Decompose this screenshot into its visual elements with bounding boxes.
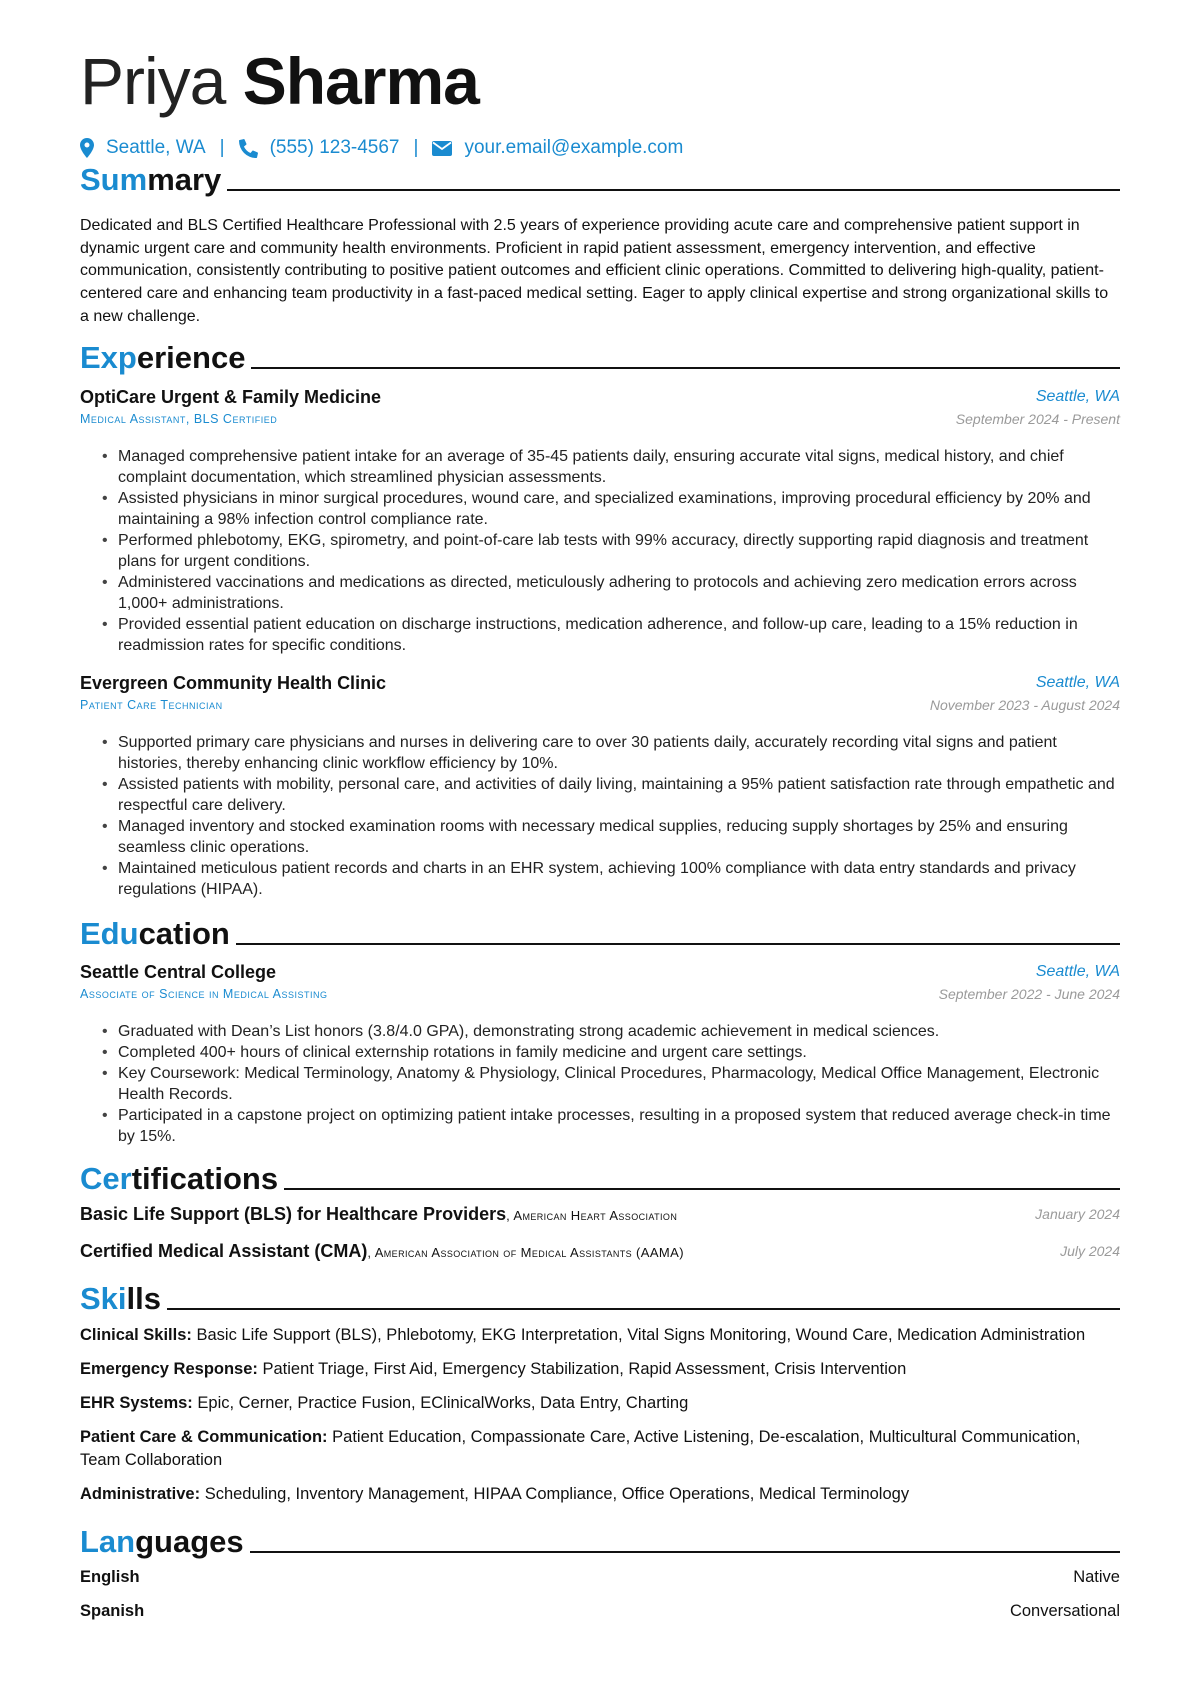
bullet-item: • Key Coursework: Medical Terminology, Anatomy & Physiology, Clinical Procedures, Pharmacology, Medical Office Management, Electronic Health Records. xyxy=(80,1063,1120,1105)
envelope-icon xyxy=(432,141,452,156)
summary-heading xyxy=(80,158,1120,198)
contact-separator: | xyxy=(413,137,419,158)
first-name: Priya xyxy=(80,44,226,118)
certification-issuer: American Association of Medical Assistants (AAMA) xyxy=(374,1245,684,1260)
skill-label: Clinical Skills: xyxy=(80,1326,192,1344)
phone-text: (555) 123-4567 xyxy=(269,137,400,158)
heading-rest: cation xyxy=(138,916,230,951)
phone-icon xyxy=(239,139,258,158)
skill-value: Patient Triage, First Aid, Emergency Stabilization, Rapid Assessment, Crisis Intervention xyxy=(262,1360,907,1378)
job-role: Medical Assistant, BLS Certified xyxy=(80,412,278,426)
language-level: Conversational xyxy=(1009,1602,1120,1620)
skill-row xyxy=(80,1324,1120,1347)
skill-row xyxy=(80,1426,1120,1471)
heading-rest: mary xyxy=(147,162,222,197)
language-level: Native xyxy=(1073,1568,1120,1586)
bullet-item: • Performed phlebotomy, EKG, spirometry, and point-of-care lab tests with 99% accuracy, directly supporting rapid diagnosis and treatment plans for urgent conditions. xyxy=(80,530,1120,572)
language-row xyxy=(80,1602,1120,1626)
certification-item: Certified Medical Assistant (CMA), American Association of Medical Assistants (AAMA) July 2024 xyxy=(80,1241,1120,1261)
bullet-item: • Managed comprehensive patient intake for an average of 35-45 patients daily, ensuring accurate vital signs, medical history, and chief complaint documentation, which streamlined physician assessments. xyxy=(80,446,1120,488)
language-name: Spanish xyxy=(80,1602,145,1620)
job-organization: OptiCare Urgent & Family Medicine xyxy=(80,387,382,407)
skill-value: Epic, Cerner, Practice Fusion, EClinicalWorks, Data Entry, Charting xyxy=(197,1394,689,1412)
heading-accent: Edu xyxy=(80,916,139,951)
email-link[interactable]: your.email@example.com xyxy=(464,137,684,158)
map-pin-icon xyxy=(80,138,94,158)
bullet-item: • Managed inventory and stocked examination rooms with necessary medical supplies, reducing supply shortages by 25% and ensuring seamless clinic operations. xyxy=(80,816,1120,858)
certification-issuer: American Heart Association xyxy=(513,1208,678,1223)
heading-accent: Cer xyxy=(80,1161,132,1196)
heading-rest: erience xyxy=(136,340,246,375)
bullet-item: • Maintained meticulous patient records and charts in an EHR system, achieving 100% compliance with data entry standards and privacy regulations (HIPAA). xyxy=(80,858,1120,900)
skill-row xyxy=(80,1483,1120,1506)
heading-rule xyxy=(167,1308,1120,1310)
contact-phone xyxy=(239,137,400,159)
heading-rule xyxy=(284,1188,1120,1190)
skill-value: Patient Education, Compassionate Care, Active Listening, De-escalation, Multicultural Communication, Team Collaboration xyxy=(80,1428,1081,1469)
contact-email xyxy=(432,137,683,159)
job-bullets xyxy=(80,446,1120,656)
heading-rest: guages xyxy=(135,1524,244,1559)
heading-accent: Ski xyxy=(80,1281,127,1316)
bullet-item: • Participated in a capstone project on optimizing patient intake processes, resulting in a proposed system that reduced average check-in time by 15%. xyxy=(80,1105,1120,1147)
bullet-item: • Assisted physicians in minor surgical procedures, wound care, and specialized examinations, improving procedural efficiency by 20% and maintaining a 98% infection control compliance rate. xyxy=(80,488,1120,530)
job-dates: November 2023 - August 2024 xyxy=(929,697,1120,713)
heading-accent: Exp xyxy=(80,340,137,375)
degree: Associate of Science in Medical Assisting xyxy=(80,987,328,1001)
skill-value: Basic Life Support (BLS), Phlebotomy, EKG Interpretation, Vital Signs Monitoring, Wound Care, Medication Administration xyxy=(196,1326,1086,1344)
language-name: English xyxy=(80,1568,140,1586)
bullet-item: • Supported primary care physicians and nurses in delivering care to over 30 patients daily, accurately recording vital signs and patient histories, thereby enhancing clinic workflow efficiency by 10%. xyxy=(80,732,1120,774)
candidate-name xyxy=(80,38,479,124)
education-bullets xyxy=(80,1021,1120,1147)
bullet-item: • Administered vaccinations and medications as directed, meticulously adhering to protocols and achieving zero medication errors across 1,000+ administrations. xyxy=(80,572,1120,614)
skill-label: Emergency Response: xyxy=(80,1360,258,1378)
certification-item: Basic Life Support (BLS) for Healthcare Providers, American Heart Association January 2024 xyxy=(80,1204,1120,1224)
heading-rule xyxy=(251,367,1120,369)
contact-location xyxy=(80,137,206,159)
heading-rule xyxy=(236,943,1120,945)
language-row xyxy=(80,1568,1120,1592)
skill-label: EHR Systems: xyxy=(80,1394,193,1412)
job-dates: September 2024 - Present xyxy=(955,411,1120,427)
education-dates: September 2022 - June 2024 xyxy=(938,986,1120,1002)
heading-rest: lls xyxy=(126,1281,161,1316)
school-location: Seattle, WA xyxy=(1035,963,1120,980)
job-location: Seattle, WA xyxy=(1035,674,1120,691)
heading-rule xyxy=(227,189,1120,191)
job-location: Seattle, WA xyxy=(1035,388,1120,405)
heading-rest: tifications xyxy=(131,1161,279,1196)
skill-label: Administrative: xyxy=(80,1485,201,1503)
certifications-heading xyxy=(80,1157,1120,1197)
skill-value: Scheduling, Inventory Management, HIPAA Compliance, Office Operations, Medical Terminology xyxy=(204,1485,910,1503)
last-name: Sharma xyxy=(242,44,479,118)
heading-accent: Sum xyxy=(80,162,148,197)
bullet-item: • Graduated with Dean’s List honors (3.8/4.0 GPA), demonstrating strong academic achievement in medical sciences. xyxy=(80,1021,1120,1042)
job-role: Patient Care Technician xyxy=(80,698,223,712)
certification-name: Basic Life Support (BLS) for Healthcare Providers xyxy=(80,1204,507,1224)
experience-heading xyxy=(80,336,1120,376)
location-text: Seattle, WA xyxy=(106,137,206,158)
skill-label: Patient Care & Communication: xyxy=(80,1428,328,1446)
languages-heading xyxy=(80,1520,1120,1560)
heading-rule xyxy=(250,1551,1120,1553)
bullet-item: • Completed 400+ hours of clinical externship rotations in family medicine and urgent care settings. xyxy=(80,1042,1120,1063)
bullet-item: • Assisted patients with mobility, personal care, and activities of daily living, maintaining a 95% patient satisfaction rate through empathetic and respectful care delivery. xyxy=(80,774,1120,816)
contact-separator: | xyxy=(219,137,225,158)
job-organization: Evergreen Community Health Clinic xyxy=(80,673,387,693)
school-name: Seattle Central College xyxy=(80,962,277,982)
education-heading xyxy=(80,912,1120,952)
summary-text: Dedicated and BLS Certified Healthcare Professional with 2.5 years of experience providing acute care and comprehensive patient support in dynamic urgent care and community health environments. Proficient in rapid patient assessment, emergency intervention, and effective communication, consistently contributing to positive patient outcomes and efficient clinic operations. Committed to delivering high-quality, patient-centered care and enhancing team productivity in a fast-paced medical setting. Eager to apply clinical expertise and strong organizational skills to a new challenge. xyxy=(80,217,1109,325)
certification-date: July 2024 xyxy=(1060,1243,1120,1259)
certification-date: January 2024 xyxy=(1035,1206,1120,1222)
bullet-item: • Provided essential patient education on discharge instructions, medication adherence, and follow-up care, leading to a 15% reduction in readmission rates for specific conditions. xyxy=(80,614,1120,656)
heading-accent: Lan xyxy=(80,1524,136,1559)
certification-name: Certified Medical Assistant (CMA) xyxy=(80,1241,368,1261)
skill-row xyxy=(80,1358,1120,1381)
skill-row xyxy=(80,1392,1120,1415)
job-bullets xyxy=(80,732,1120,900)
skills-heading xyxy=(80,1277,1120,1317)
